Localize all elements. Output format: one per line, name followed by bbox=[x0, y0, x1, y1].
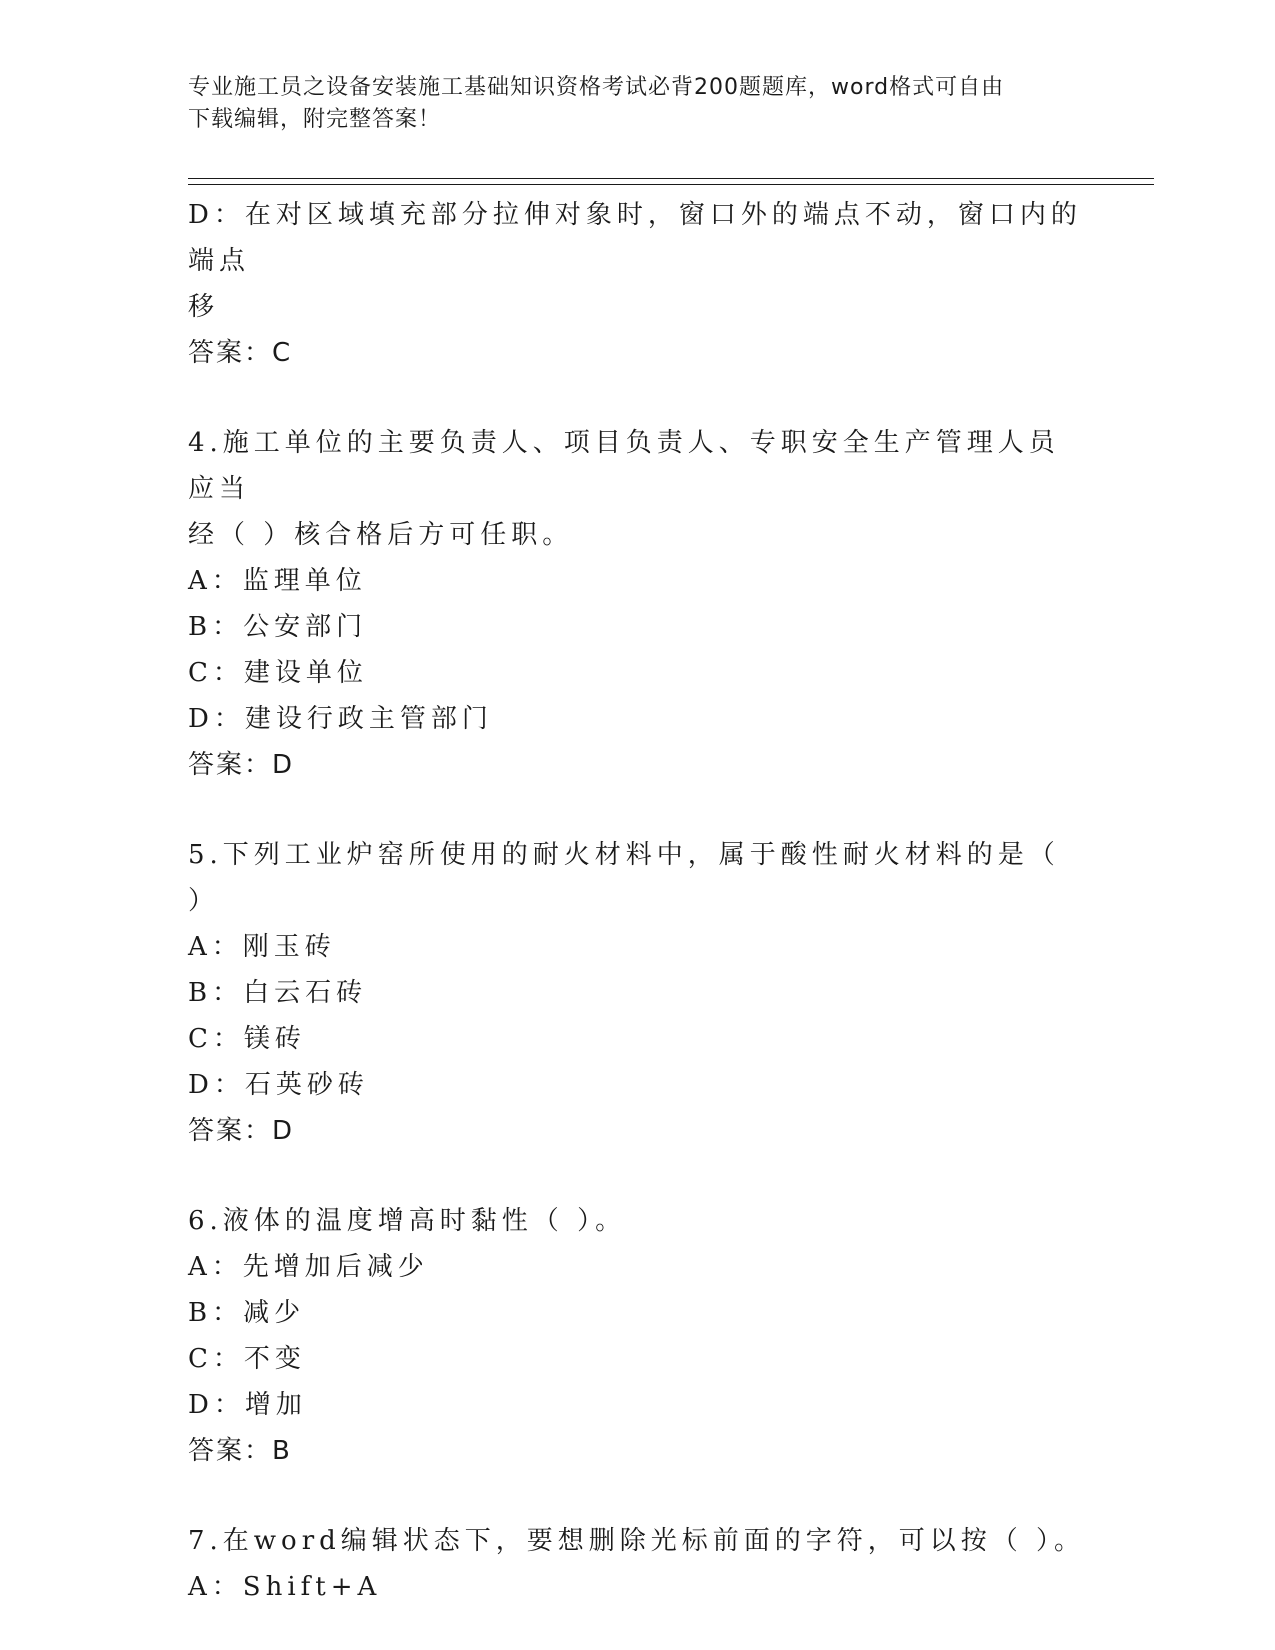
option-d: D：建设行政主管部门 bbox=[188, 704, 493, 734]
header-line-1: 专业施工员之设备安装施工基础知识资格考试必背200题题库，word格式可自由 bbox=[188, 75, 1005, 100]
option-a: A：刚玉砖 bbox=[188, 932, 336, 962]
question-title: 6.液体的温度增高时黏性（ ）。 bbox=[188, 1206, 627, 1236]
question-title: 5.下列工业炉窑所使用的耐火材料中，属于酸性耐火材料的是（ ） bbox=[188, 840, 1060, 916]
header-line-2: 下载编辑，附完整答案！ bbox=[188, 107, 442, 132]
question-title: 7.在word编辑状态下，要想删除光标前面的字符，可以按（ ）。 bbox=[188, 1526, 1086, 1556]
answer: 答案：D bbox=[188, 1116, 295, 1146]
header-divider-top bbox=[188, 178, 1154, 179]
option-b: B：公安部门 bbox=[188, 612, 368, 642]
question-title: 4.施工单位的主要负责人、项目负责人、专职安全生产管理人员应当 bbox=[188, 428, 1060, 504]
option-d-continued: 移 bbox=[188, 292, 220, 322]
option-c: C：镁砖 bbox=[188, 1024, 306, 1054]
document-body bbox=[188, 192, 1088, 1610]
question-4 bbox=[188, 420, 1088, 788]
option-b: B：减少 bbox=[188, 1298, 306, 1328]
option-c: C：建设单位 bbox=[188, 658, 368, 688]
option-a: A：先增加后减少 bbox=[188, 1252, 429, 1282]
question-title-continued: 经（ ）核合格后方可任职。 bbox=[188, 520, 574, 550]
answer: 答案：D bbox=[188, 750, 295, 780]
option-b: B：白云石砖 bbox=[188, 978, 368, 1008]
option-a: A：监理单位 bbox=[188, 566, 367, 596]
question-7 bbox=[188, 1518, 1088, 1610]
document-header bbox=[188, 72, 1068, 136]
answer: 答案：B bbox=[188, 1436, 292, 1466]
option-a: A：Shift+A bbox=[188, 1572, 382, 1602]
answer: 答案：C bbox=[188, 338, 293, 368]
option-d: D：增加 bbox=[188, 1390, 307, 1420]
question-3-tail bbox=[188, 192, 1088, 376]
header-divider-bottom bbox=[188, 184, 1154, 185]
question-5 bbox=[188, 832, 1088, 1154]
option-c: C：不变 bbox=[188, 1344, 306, 1374]
question-6 bbox=[188, 1198, 1088, 1474]
option-d: D：石英砂砖 bbox=[188, 1070, 369, 1100]
option-d: D：在对区域填充部分拉伸对象时，窗口外的端点不动，窗口内的端点 bbox=[188, 200, 1082, 276]
